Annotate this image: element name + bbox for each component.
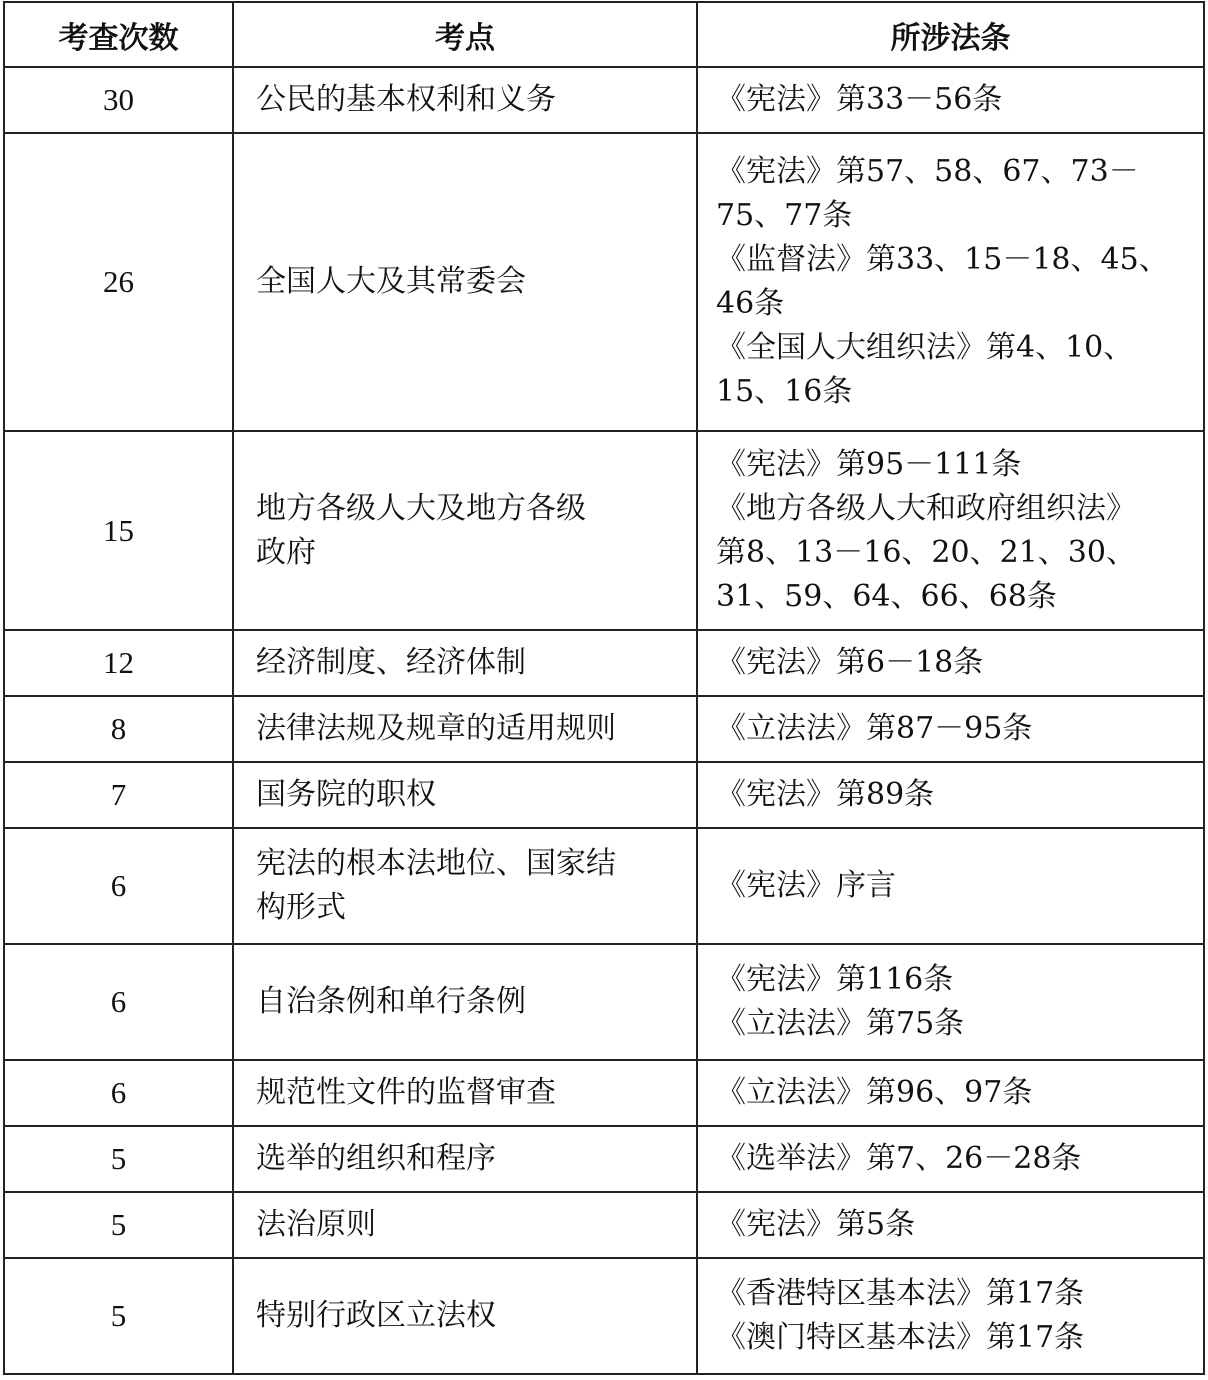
header-exam-point: 考点 xyxy=(233,2,697,67)
law-article-line: 《选举法》第7、26－28条 xyxy=(716,1141,1082,1176)
law-article-line: 46条 xyxy=(716,286,785,321)
law-article-line: 《立法法》第96、97条 xyxy=(716,1075,1033,1110)
exam-point-line: 规范性文件的监督审查 xyxy=(256,1075,556,1110)
law-article-line: 《宪法》第6－18条 xyxy=(716,645,984,680)
law-article-line: 《宪法》第89条 xyxy=(716,777,935,812)
exam-point-cell xyxy=(233,1060,697,1126)
exam-points-table xyxy=(3,1,1205,1375)
law-article-line: 第8、13－16、20、21、30、 xyxy=(716,534,1136,570)
related-law-cell xyxy=(697,1060,1204,1126)
exam-point-cell xyxy=(233,828,697,944)
table-row xyxy=(4,1060,1204,1126)
table-row xyxy=(4,1258,1204,1374)
law-article-line: 《地方各级人大和政府组织法》 xyxy=(716,490,1136,526)
table-row xyxy=(4,762,1204,828)
table-row xyxy=(4,630,1204,696)
exam-point-cell xyxy=(233,1192,697,1258)
related-law-cell xyxy=(697,696,1204,762)
exam-point-cell xyxy=(233,67,697,133)
exam-point-line: 选举的组织和程序 xyxy=(256,1141,496,1176)
exam-point-line: 政府 xyxy=(256,534,316,570)
table-body xyxy=(4,67,1204,1374)
related-law-cell xyxy=(697,828,1204,944)
exam-point-line: 特别行政区立法权 xyxy=(256,1298,496,1333)
table-row xyxy=(4,944,1204,1060)
law-article-line: 《立法法》第75条 xyxy=(716,1006,965,1041)
related-law-cell xyxy=(697,762,1204,828)
table-row xyxy=(4,828,1204,944)
exam-point-cell xyxy=(233,696,697,762)
law-article-line: 《宪法》第95－111条 xyxy=(716,446,1022,482)
law-article-line: 《宪法》序言 xyxy=(716,868,896,903)
exam-point-cell xyxy=(233,1126,697,1192)
exam-count-cell: 5 xyxy=(4,1192,233,1258)
exam-count-cell: 6 xyxy=(4,1060,233,1126)
exam-count-cell: 26 xyxy=(4,133,233,431)
table-row xyxy=(4,1192,1204,1258)
related-law-cell xyxy=(697,630,1204,696)
law-article-line: 《宪法》第33－56条 xyxy=(716,82,1003,117)
law-article-line: 《监督法》第33、15－18、45、 xyxy=(716,242,1169,277)
exam-count-cell: 5 xyxy=(4,1126,233,1192)
law-article-line: 《全国人大组织法》第4、10、 xyxy=(716,330,1134,365)
related-law-cell xyxy=(697,67,1204,133)
exam-point-cell xyxy=(233,1258,697,1374)
law-article-line: 《宪法》第116条 xyxy=(716,962,954,997)
exam-count-cell: 5 xyxy=(4,1258,233,1374)
exam-point-line: 构形式 xyxy=(256,890,346,925)
exam-point-line: 公民的基本权利和义务 xyxy=(256,82,556,117)
exam-point-line: 法律法规及规章的适用规则 xyxy=(256,711,616,746)
exam-point-line: 法治原则 xyxy=(256,1207,376,1242)
exam-count-cell: 6 xyxy=(4,944,233,1060)
exam-count-cell: 6 xyxy=(4,828,233,944)
law-article-line: 31、59、64、66、68条 xyxy=(716,578,1057,614)
table-row xyxy=(4,67,1204,133)
law-article-line: 《香港特区基本法》第17条 xyxy=(716,1276,1085,1311)
law-article-line: 《宪法》第5条 xyxy=(716,1207,916,1242)
exam-point-line: 宪法的根本法地位、国家结 xyxy=(256,846,616,881)
related-law-cell xyxy=(697,1258,1204,1374)
table-header-row xyxy=(4,2,1204,67)
exam-point-line: 经济制度、经济体制 xyxy=(256,645,526,680)
exam-point-line: 自治条例和单行条例 xyxy=(256,984,526,1019)
exam-point-line: 地方各级人大及地方各级 xyxy=(256,490,586,526)
law-article-line: 15、16条 xyxy=(716,374,853,409)
related-law-cell xyxy=(697,944,1204,1060)
header-related-law: 所涉法条 xyxy=(697,2,1204,67)
table-row xyxy=(4,133,1204,431)
exam-count-cell: 30 xyxy=(4,67,233,133)
related-law-cell xyxy=(697,1192,1204,1258)
exam-count-cell: 15 xyxy=(4,431,233,630)
table-row xyxy=(4,696,1204,762)
related-law-cell xyxy=(697,133,1204,431)
related-law-cell xyxy=(697,431,1204,630)
exam-point-line: 全国人大及其常委会 xyxy=(256,264,526,299)
header-exam-count: 考查次数 xyxy=(4,2,233,67)
exam-point-cell xyxy=(233,762,697,828)
table-row xyxy=(4,1126,1204,1192)
exam-point-cell xyxy=(233,133,697,431)
exam-point-cell xyxy=(233,431,697,630)
exam-point-line: 国务院的职权 xyxy=(256,777,436,812)
law-article-line: 《宪法》第57、58、67、73－ xyxy=(716,154,1139,189)
exam-point-cell xyxy=(233,630,697,696)
related-law-cell xyxy=(697,1126,1204,1192)
exam-count-cell: 8 xyxy=(4,696,233,762)
law-article-line: 《立法法》第87－95条 xyxy=(716,711,1033,746)
exam-point-cell xyxy=(233,944,697,1060)
table-row xyxy=(4,431,1204,630)
law-article-line: 《澳门特区基本法》第17条 xyxy=(716,1320,1085,1355)
exam-count-cell: 12 xyxy=(4,630,233,696)
exam-count-cell: 7 xyxy=(4,762,233,828)
law-article-line: 75、77条 xyxy=(716,198,853,233)
